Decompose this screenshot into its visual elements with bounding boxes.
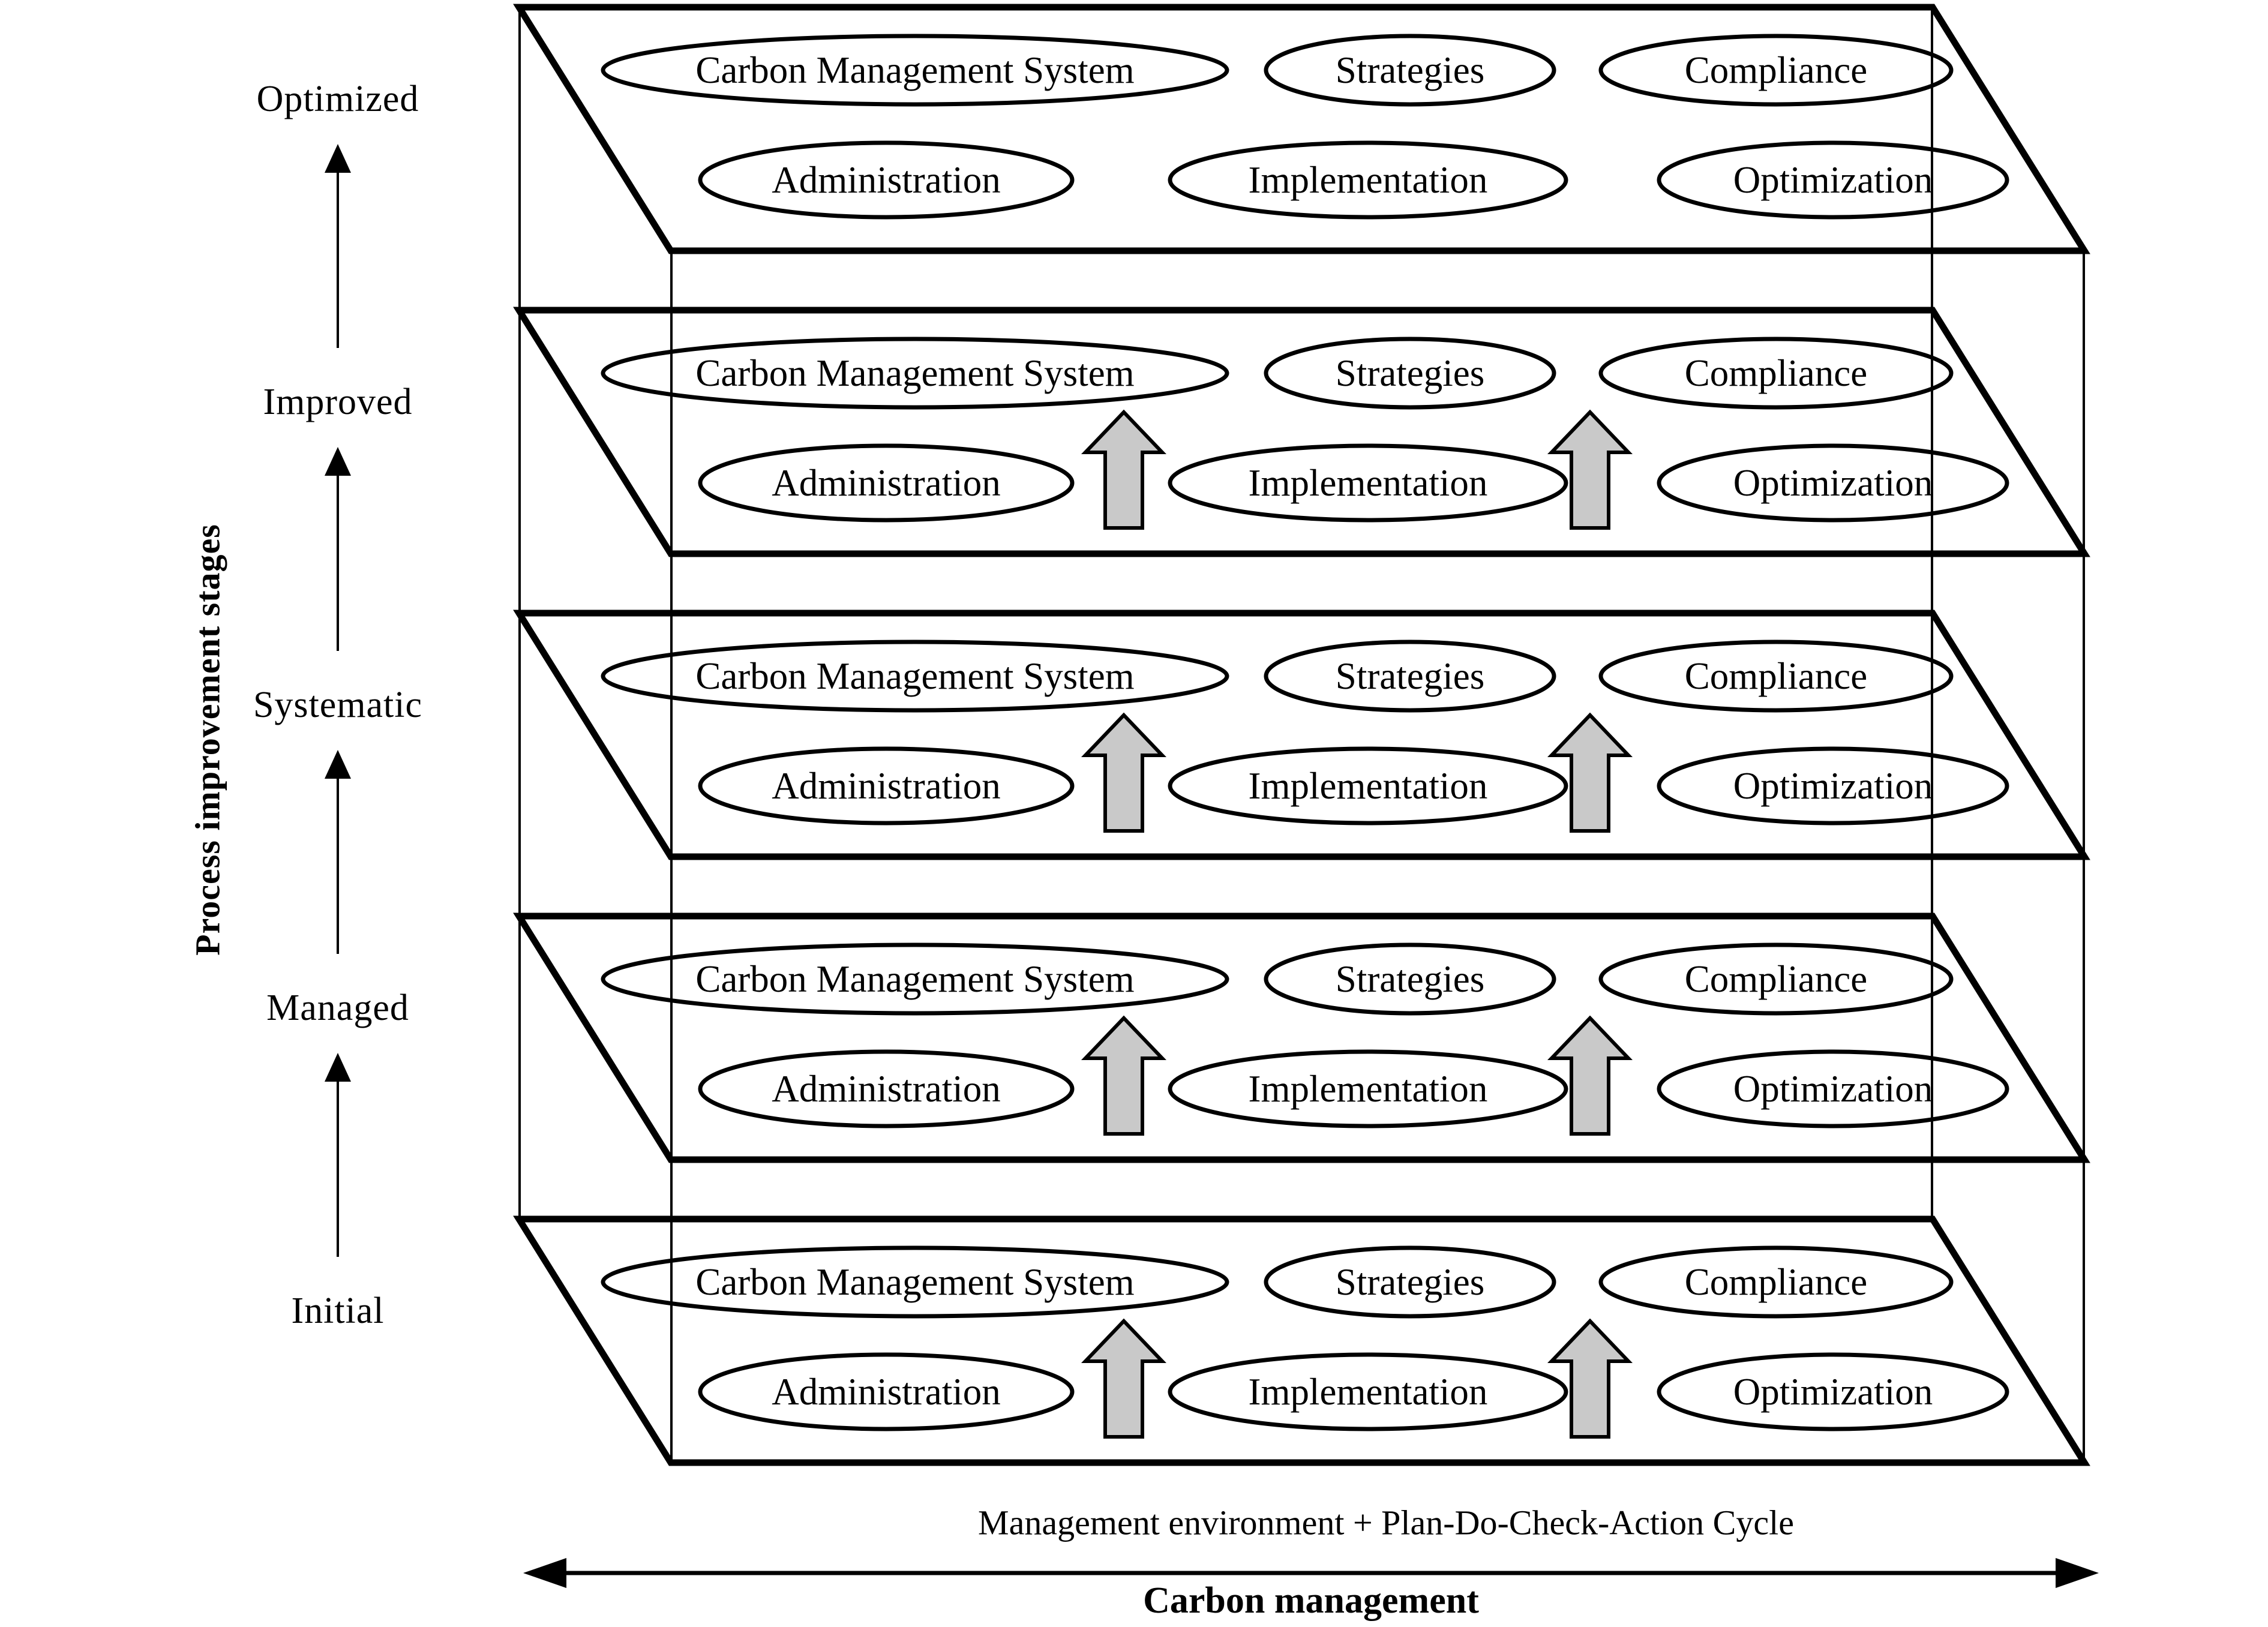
ellipse-label-strategies: Strategies <box>1335 352 1485 394</box>
stage-up-arrow-icon <box>325 144 351 348</box>
ellipse-label-compliance: Compliance <box>1684 655 1868 697</box>
ellipse-label-optimization: Optimization <box>1733 1371 1933 1413</box>
ellipse-label-carbon-management-system: Carbon Management System <box>695 1261 1135 1303</box>
ellipse-label-carbon-management-system: Carbon Management System <box>695 352 1135 394</box>
ellipse-label-compliance: Compliance <box>1684 352 1868 394</box>
ellipse-label-compliance: Compliance <box>1684 958 1868 1000</box>
ellipse-label-carbon-management-system: Carbon Management System <box>695 655 1135 697</box>
ellipse-label-carbon-management-system: Carbon Management System <box>695 958 1135 1000</box>
stage-axis <box>188 79 423 1331</box>
plane-optimized <box>519 7 2084 251</box>
ellipse-label-implementation: Implementation <box>1248 462 1488 504</box>
stage-label-initial: Initial <box>291 1290 385 1331</box>
stage-up-arrow-icon <box>325 447 351 651</box>
plane-improved <box>519 310 2084 554</box>
management-environment-label: Management environment + Plan-Do-Check-Action Cycle <box>978 1503 1794 1542</box>
ellipse-label-optimization: Optimization <box>1733 159 1933 201</box>
ellipse-label-administration: Administration <box>772 462 1001 504</box>
ellipse-label-optimization: Optimization <box>1733 462 1933 504</box>
stage-label-managed: Managed <box>266 987 409 1028</box>
plane-managed <box>519 916 2084 1160</box>
ellipse-label-carbon-management-system: Carbon Management System <box>695 49 1135 91</box>
plane-systematic <box>519 613 2084 857</box>
ellipse-label-optimization: Optimization <box>1733 765 1933 807</box>
ellipse-label-administration: Administration <box>772 159 1001 201</box>
ellipse-label-implementation: Implementation <box>1248 765 1488 807</box>
stage-label-optimized: Optimized <box>256 79 419 119</box>
ellipse-label-administration: Administration <box>772 1068 1001 1110</box>
stage-label-systematic: Systematic <box>253 685 423 725</box>
ellipse-label-strategies: Strategies <box>1335 655 1485 697</box>
ellipse-label-administration: Administration <box>772 1371 1001 1413</box>
ellipse-label-implementation: Implementation <box>1248 1371 1488 1413</box>
ellipse-label-implementation: Implementation <box>1248 159 1488 201</box>
carbon-management-axis-label: Carbon management <box>1143 1580 1479 1621</box>
ellipse-label-strategies: Strategies <box>1335 958 1485 1000</box>
ellipse-label-compliance: Compliance <box>1684 1261 1868 1303</box>
ellipse-label-strategies: Strategies <box>1335 1261 1485 1303</box>
stage-up-arrow-icon <box>325 1053 351 1257</box>
plane-initial <box>519 1219 2084 1463</box>
ellipse-label-implementation: Implementation <box>1248 1068 1488 1110</box>
ellipse-label-optimization: Optimization <box>1733 1068 1933 1110</box>
stage-label-improved: Improved <box>263 382 413 422</box>
stage-axis-title: Process improvement stages <box>188 524 227 956</box>
ellipse-label-administration: Administration <box>772 765 1001 807</box>
ellipse-label-strategies: Strategies <box>1335 49 1485 91</box>
stage-up-arrow-icon <box>325 750 351 954</box>
bottom-axis <box>523 1503 2099 1622</box>
ellipse-label-compliance: Compliance <box>1684 49 1868 91</box>
